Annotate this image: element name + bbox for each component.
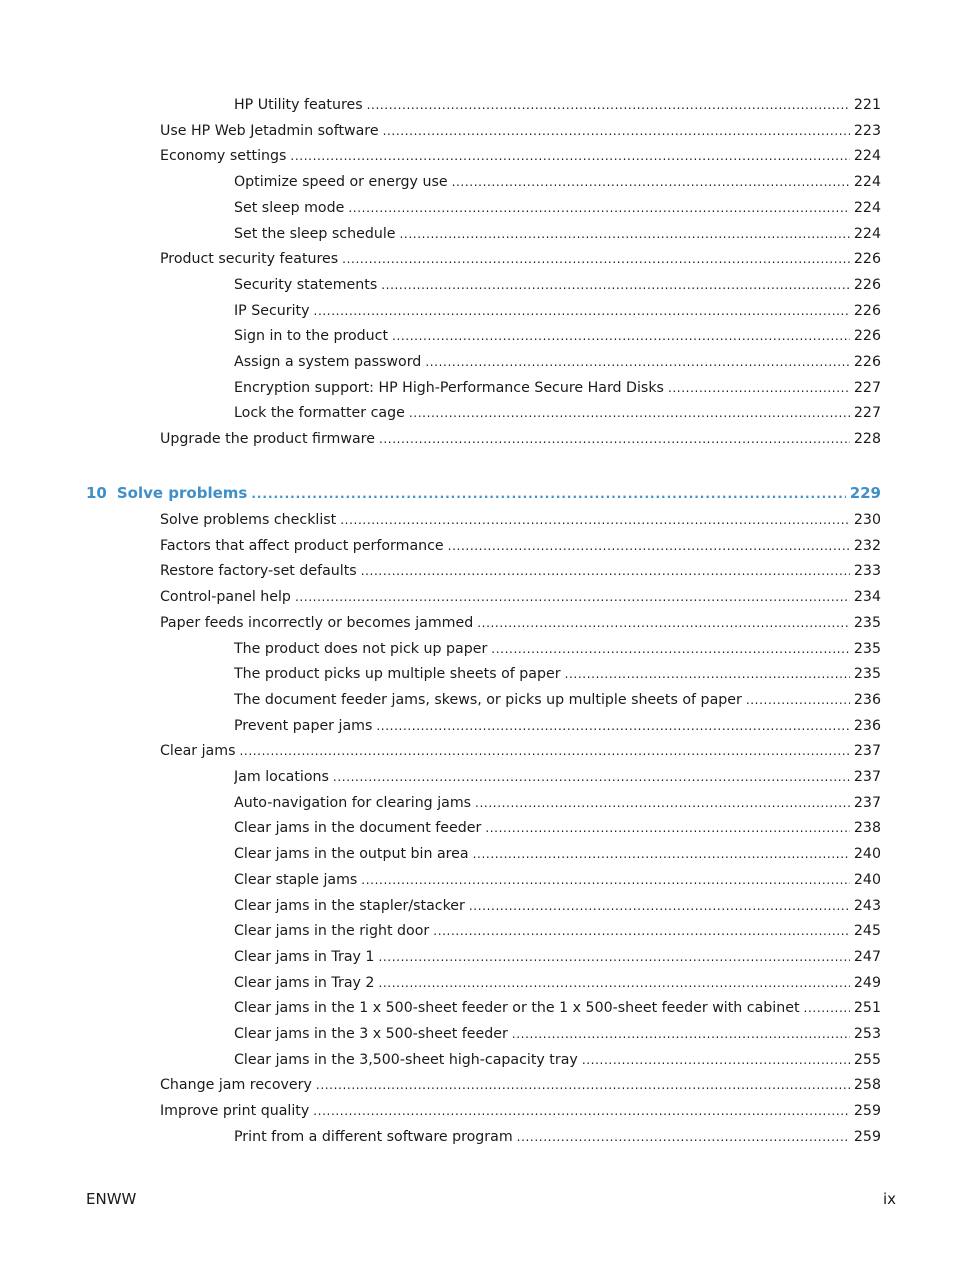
toc-entry-title: IP Security [234, 302, 310, 319]
toc-entry-title: Clear jams in the output bin area [234, 846, 469, 863]
toc-entry-page-number: 221 [853, 97, 881, 113]
toc-entry-page-number: 224 [853, 148, 881, 165]
toc-entry[interactable] [234, 1049, 881, 1071]
dot-leader [290, 145, 849, 167]
toc-entry[interactable] [160, 1074, 881, 1096]
toc-entry-page-number: 235 [853, 666, 881, 683]
dot-leader [313, 1100, 850, 1122]
dot-leader [295, 586, 850, 608]
toc-entry-title: Jam locations [234, 769, 329, 785]
toc-entry-title: Improve print quality [160, 1103, 310, 1120]
dot-leader [475, 792, 850, 814]
toc-entry-title: Set sleep mode [234, 199, 345, 216]
dot-leader [378, 946, 849, 968]
toc-entry-page-number: 255 [853, 1051, 881, 1068]
toc-entry-page-number: 258 [853, 1077, 881, 1094]
dot-leader [239, 740, 849, 762]
dot-leader [425, 351, 850, 373]
dot-leader [348, 197, 850, 219]
toc-entry[interactable] [234, 997, 881, 1019]
toc-entry-page-number: 247 [853, 948, 881, 965]
toc-entry-title: The product picks up multiple sheets of paper [234, 666, 561, 683]
toc-entry-title: Control-panel help [160, 589, 291, 606]
toc-entry-title: Print from a different software program [234, 1128, 513, 1145]
toc-entry-title: Clear jams [160, 743, 236, 760]
toc-entry[interactable] [234, 300, 881, 322]
toc-entry-page-number: 228 [853, 431, 881, 448]
dot-leader [367, 94, 850, 116]
toc-entry[interactable] [234, 715, 881, 737]
toc-entry-title: Clear jams in the stapler/stacker [234, 897, 465, 914]
toc-entry[interactable] [234, 920, 881, 942]
toc-entry-title: Prevent paper jams [234, 717, 373, 734]
toc-entry-page-number: 226 [853, 251, 881, 268]
toc-entry-page-number: 226 [853, 302, 881, 319]
toc-entry-page-number: 227 [853, 379, 881, 396]
dot-leader [565, 663, 850, 685]
toc-entry-page-number: 227 [853, 405, 881, 422]
toc-entry[interactable] [160, 248, 881, 270]
toc-entry-title: Economy settings [160, 148, 287, 165]
dot-leader [383, 120, 850, 142]
toc-entry[interactable] [160, 535, 881, 557]
dot-leader [316, 1074, 850, 1096]
toc-entry-title: Clear jams in the right door [234, 923, 430, 940]
toc-entry-title: Clear jams in the document feeder [234, 820, 482, 837]
toc-entry[interactable] [234, 351, 881, 373]
toc-entry[interactable] [234, 274, 881, 296]
toc-entry-page-number: 237 [853, 743, 881, 760]
dot-leader [452, 171, 850, 193]
toc-entry-title: The document feeder jams, skews, or picks up multiple sheets of paper [234, 691, 742, 708]
toc-entry-title: Clear jams in the 3,500-sheet high-capacity tray [234, 1051, 578, 1068]
toc-entry-page-number: 226 [853, 328, 881, 345]
toc-entry-title: Encryption support: HP High-Performance Secure Hard Disks [234, 379, 664, 396]
toc-entry-page-number: 251 [853, 1000, 881, 1017]
toc-entry-page-number: 224 [853, 225, 881, 242]
toc-entry[interactable] [234, 972, 881, 994]
toc-entry[interactable] [234, 792, 881, 814]
toc-entry-page-number: 230 [853, 512, 881, 528]
toc-entry[interactable] [234, 869, 881, 891]
toc-entry-title: Use HP Web Jetadmin software [160, 122, 379, 139]
toc-entry-page-number: 253 [853, 1026, 881, 1042]
toc-entry-page-number: 240 [853, 846, 881, 863]
toc-entry[interactable] [234, 1023, 881, 1045]
toc-entry[interactable] [160, 740, 881, 762]
toc-entry[interactable] [234, 946, 881, 968]
chapter-title [86, 482, 251, 504]
toc-entry-page-number: 243 [853, 897, 881, 914]
toc-entry-title: Optimize speed or energy use [234, 174, 448, 191]
toc-entry-page-number: 232 [853, 537, 881, 554]
footer-page-number: ix [882, 1190, 896, 1208]
dot-leader [392, 325, 850, 347]
dot-leader [376, 715, 850, 737]
toc-entry-page-number: 238 [853, 820, 881, 837]
dot-leader [512, 1023, 850, 1045]
toc-chapter-entry[interactable] [86, 482, 881, 504]
toc-entry-title: The product does not pick up paper [234, 640, 488, 657]
dot-leader [469, 895, 850, 917]
toc-entry[interactable] [234, 94, 881, 116]
toc-entry[interactable] [160, 120, 881, 142]
toc-entry[interactable] [234, 223, 881, 245]
toc-entry-title: Lock the formatter cage [234, 405, 405, 422]
toc-entry-page-number: 249 [853, 974, 881, 991]
toc-entry[interactable] [160, 428, 881, 450]
toc-entry-page-number: 226 [853, 354, 881, 370]
dot-leader [448, 535, 850, 557]
toc-entry-page-number: 224 [853, 174, 881, 191]
toc-entry-page-number: 259 [853, 1103, 881, 1120]
dot-leader [485, 817, 850, 839]
toc-entry-page-number: 237 [853, 769, 881, 785]
dot-leader [473, 843, 850, 865]
toc-entry-title: Clear jams in Tray 1 [234, 948, 375, 965]
dot-leader [361, 869, 850, 891]
dot-leader [381, 274, 850, 296]
toc-entry-title: Product security features [160, 251, 339, 268]
dot-leader [409, 402, 850, 424]
dot-leader [333, 766, 850, 788]
toc-entry-title: Factors that affect product performance [160, 537, 444, 554]
toc-entry[interactable] [234, 325, 881, 347]
toc-entry-title: Clear staple jams [234, 871, 358, 888]
toc-entry-title: Clear jams in Tray 2 [234, 974, 375, 991]
toc-entry-page-number: 236 [853, 691, 881, 708]
toc-entry-title: HP Utility features [234, 97, 363, 113]
dot-leader [342, 248, 850, 270]
toc-entry-page-number: 235 [853, 614, 881, 631]
toc-entry-page-number: 240 [853, 871, 881, 888]
toc-entry[interactable] [234, 843, 881, 865]
dot-leader [582, 1049, 850, 1071]
toc-entry-title: Restore factory-set defaults [160, 563, 357, 580]
toc-entry[interactable] [160, 560, 881, 582]
toc-entry[interactable] [234, 1126, 881, 1148]
dot-leader [491, 638, 850, 660]
toc-entry-title: Auto-navigation for clearing jams [234, 794, 472, 811]
toc-entry[interactable] [160, 612, 881, 634]
toc-entry[interactable] [160, 1100, 881, 1122]
dot-leader [668, 377, 850, 399]
dot-leader [517, 1126, 850, 1148]
toc-entry[interactable] [234, 766, 881, 788]
toc-entry-title: Clear jams in the 3 x 500-sheet feeder [234, 1026, 508, 1042]
chapter-title-text: Solve problems [116, 484, 248, 502]
toc-entry-title: Set the sleep schedule [234, 225, 396, 242]
toc-entry-page-number: 234 [853, 589, 881, 606]
toc-entry-page-number: 223 [853, 122, 881, 139]
toc-entry[interactable] [234, 895, 881, 917]
toc-entry-title: Security statements [234, 276, 378, 293]
toc-entry-page-number: 259 [853, 1128, 881, 1145]
chapter-page-number: 229 [849, 484, 881, 502]
dot-leader [379, 428, 850, 450]
dot-leader [378, 972, 849, 994]
footer-left-label: ENWW [86, 1190, 137, 1208]
toc-entry-page-number: 226 [853, 276, 881, 293]
toc-entry-title: Paper feeds incorrectly or becomes jammed [160, 614, 474, 631]
toc-entry[interactable] [160, 586, 881, 608]
dot-leader [340, 509, 850, 531]
toc-entry[interactable] [234, 402, 881, 424]
dot-leader [361, 560, 850, 582]
toc-entry[interactable] [234, 197, 881, 219]
dot-leader [804, 997, 850, 1019]
chapter-number: 10 [86, 484, 107, 502]
toc-entry-page-number: 224 [853, 199, 881, 216]
toc-entry[interactable] [234, 689, 881, 711]
dot-leader [746, 689, 850, 711]
dot-leader [251, 483, 845, 504]
toc-entry-page-number: 233 [853, 563, 881, 580]
toc-entry-title: Upgrade the product firmware [160, 431, 375, 448]
toc-entry[interactable] [160, 509, 881, 531]
toc-entry[interactable] [234, 663, 881, 685]
toc-entry[interactable] [234, 171, 881, 193]
toc-entry-title: Change jam recovery [160, 1077, 312, 1094]
toc-entry-title: Sign in to the product [234, 328, 389, 345]
toc-entry[interactable] [234, 377, 881, 399]
toc-entry-page-number: 235 [853, 640, 881, 657]
toc-entry[interactable] [234, 638, 881, 660]
dot-leader [477, 612, 850, 634]
toc-entry-title: Solve problems checklist [160, 512, 337, 528]
toc-entry-title: Assign a system password [234, 354, 422, 370]
dot-leader [433, 920, 850, 942]
toc-entry-title: Clear jams in the 1 x 500-sheet feeder or the 1 x 500-sheet feeder with cabinet [234, 1000, 800, 1017]
toc-entry-page-number: 245 [853, 923, 881, 940]
dot-leader [400, 223, 850, 245]
toc-entry[interactable] [234, 817, 881, 839]
toc-entry-page-number: 237 [853, 794, 881, 811]
toc-entry[interactable] [160, 145, 881, 167]
toc-entry-page-number: 236 [853, 717, 881, 734]
dot-leader [314, 300, 850, 322]
